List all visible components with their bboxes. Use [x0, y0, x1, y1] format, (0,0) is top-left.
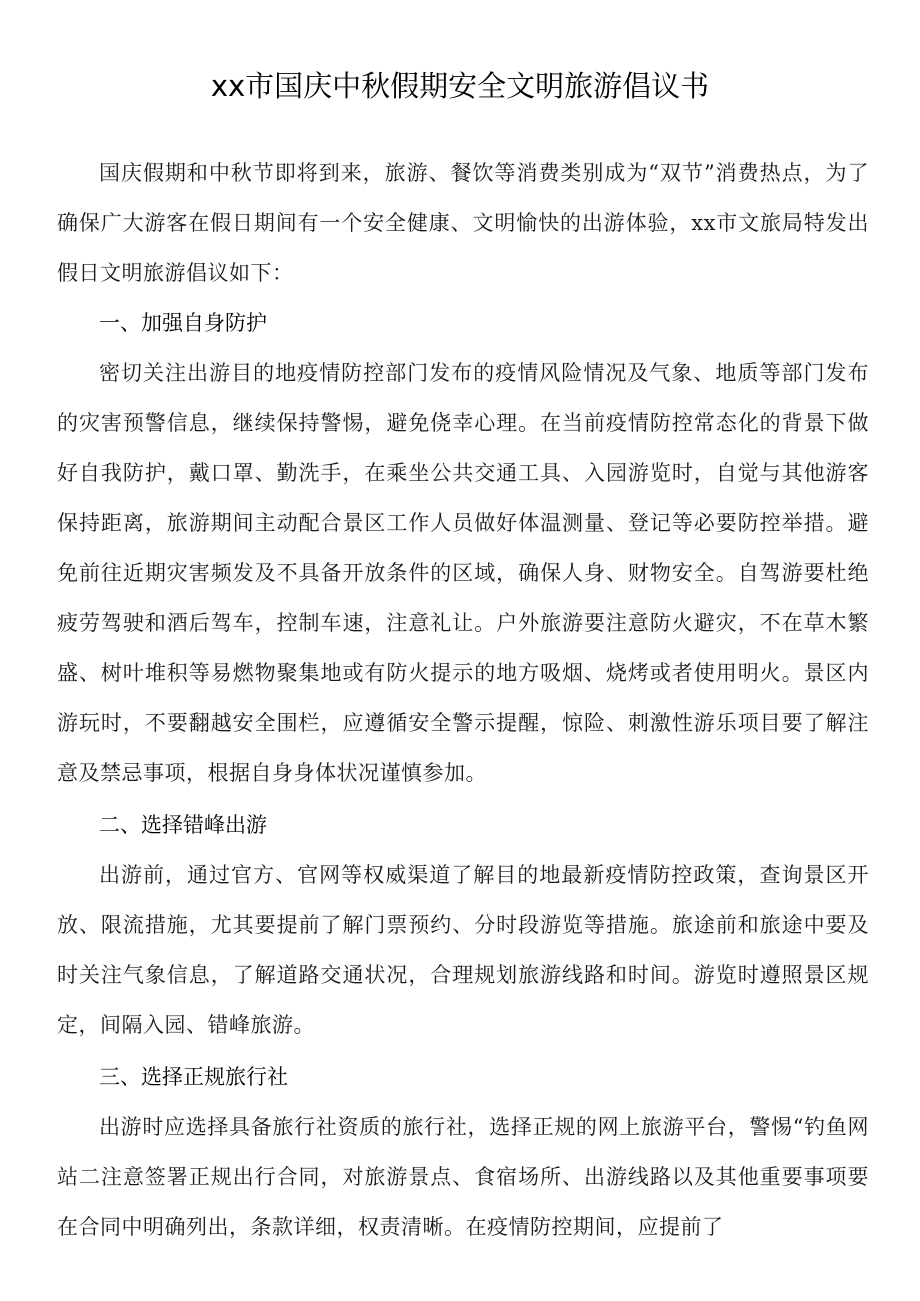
section-heading-self-protection: 一、加强自身防护	[99, 311, 267, 335]
document-title: xx市国庆中秋假期安全文明旅游倡议书	[210, 69, 710, 103]
document-body	[57, 148, 869, 1252]
section-paragraph-off-peak-travel: 出游前，通过官方、官网等权威渠道了解目的地最新疫情防控政策，查询景区开放、限流措施，尤其要提前了解门票预约、分时段游览等措施。旅途前和旅途中要及时关注气象信息，了解道路交通状况，合理规划旅游线路和时间。游览时遵照景区规定，间隔入园、错峰旅游。	[57, 863, 869, 1037]
section-paragraph-self-protection: 密切关注出游目的地疫情防控部门发布的疫情风险情况及气象、地质等部门发布的灾害预警信息，继续保持警惕，避免侥幸心理。在当前疫情防控常态化的背景下做好自我防护，戴口罩、勤洗手，在乘坐公共交通工具、入园游览时，自觉与其他游客保持距离，旅游期间主动配合景区工作人员做好体温测量、登记等必要防控举措。避免前往近期灾害频发及不具备开放条件的区域，确保人身、财物安全。自驾游要杜绝疲劳驾驶和酒后驾车，控制车速，注意礼让。户外旅游要注意防火避灾，不在草木繁盛、树叶堆积等易燃物聚集地或有防火提示的地方吸烟、烧烤或者使用明火。景区内游玩时，不要翻越安全围栏，应遵循安全警示提醒，惊险、刺激性游乐项目要了解注意及禁忌事项，根据自身身体状况谨慎参加。	[57, 361, 869, 785]
section-paragraph-regular-travel-agency: 出游时应选择具备旅行社资质的旅行社，选择正规的网上旅游平台，警惕“钓鱼网站二注意签署正规出行合同，对旅游景点、食宿场所、出游线路以及其他重要事项要在合同中明确列出，条款详细，权责清晰。在疫情防控期间，应提前了	[57, 1115, 869, 1239]
intro-paragraph: 国庆假期和中秋节即将到来，旅游、餐饮等消费类别成为“双节”消费热点，为了确保广大游客在假日期间有一个安全健康、文明愉快的出游体验，xx市文旅局特发出假日文明旅游倡议如下：	[57, 161, 869, 285]
section-heading-off-peak-travel: 二、选择错峰出游	[99, 813, 267, 837]
section-heading-regular-travel-agency: 三、选择正规旅行社	[99, 1065, 288, 1089]
